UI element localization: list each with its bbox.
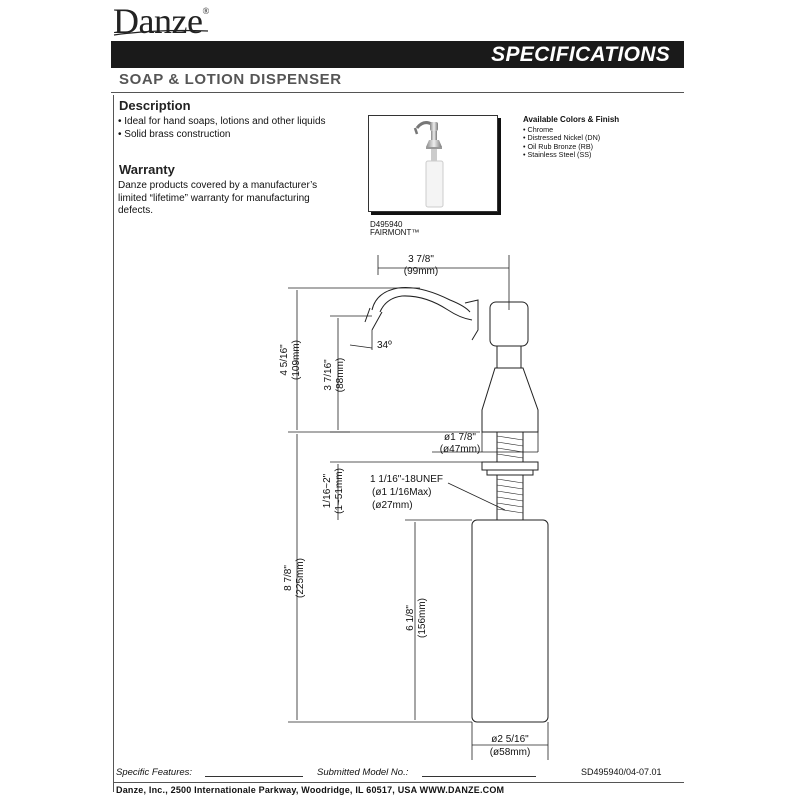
- color-item: • Stainless Steel (SS): [523, 150, 592, 160]
- description-item: • Solid brass construction: [118, 128, 231, 140]
- dim-flange-dia: ø1 7/8": [444, 432, 476, 443]
- dim-angle: 34º: [377, 340, 392, 351]
- dim-below-deck-mm: (225mm): [295, 557, 306, 599]
- description-item: • Ideal for hand soaps, lotions and other liquids: [118, 116, 326, 127]
- document-id: SD495940/04-07.01: [581, 767, 662, 777]
- dim-total-height-mm: (109mm): [291, 339, 302, 381]
- warranty-heading: Warranty: [119, 162, 175, 177]
- product-title: SOAP & LOTION DISPENSER: [119, 71, 342, 88]
- specific-features-blank[interactable]: [205, 776, 303, 777]
- dim-thread: 1 1/16"-18UNEF: [370, 474, 444, 485]
- model-name: FAIRMONT™: [370, 228, 420, 237]
- dim-spout-height: 3 7/16": [323, 359, 334, 391]
- dim-bottle-length: 6 1/8": [405, 605, 416, 631]
- colors-title: Available Colors & Finish: [523, 115, 620, 124]
- dim-thread-mm: (ø27mm): [372, 500, 413, 511]
- footer-rule: [113, 782, 684, 783]
- brand-name: Danze: [113, 1, 203, 41]
- dim-deck-mm: (1~51mm): [334, 468, 345, 514]
- registered-mark: ®: [202, 6, 209, 16]
- color-item: • Oil Rub Bronze (RB): [523, 141, 594, 151]
- dim-bottle-length-mm: (156mm): [417, 597, 428, 639]
- dim-below-deck: 8 7/8": [283, 565, 294, 591]
- dim-flange-dia-mm: (ø47mm): [439, 444, 481, 455]
- specific-features-label: Specific Features:: [116, 767, 193, 778]
- dim-deck: 1/16~2": [322, 473, 333, 509]
- dim-spout-height-mm: (88mm): [335, 357, 346, 393]
- warranty-text: Danze products covered by a manufacturer’s limited “lifetime” warranty for manufacturing defects.: [118, 180, 318, 216]
- dim-thread-max: (ø1 1/16Max): [372, 487, 432, 498]
- color-item: • Distressed Nickel (DN): [523, 133, 601, 143]
- model-number: D495940: [370, 220, 403, 229]
- dim-spout-reach-mm: (99mm): [403, 266, 439, 277]
- dim-total-height: 4 5/16": [279, 344, 290, 376]
- dim-spout-reach: 3 7/8": [408, 254, 434, 265]
- banner-title: SPECIFICATIONS: [491, 43, 670, 66]
- company-address: Danze, Inc., 2500 Internationale Parkway, Woodridge, IL 60517, USA WWW.DANZE.COM: [116, 785, 505, 795]
- submitted-model-label: Submitted Model No.:: [317, 767, 409, 778]
- dim-bottle-dia-mm: (ø58mm): [489, 747, 531, 758]
- dim-bottle-dia: ø2 5/16": [491, 734, 529, 745]
- submitted-model-blank[interactable]: [422, 776, 536, 777]
- description-heading: Description: [119, 98, 191, 113]
- color-item: • Chrome: [523, 124, 554, 134]
